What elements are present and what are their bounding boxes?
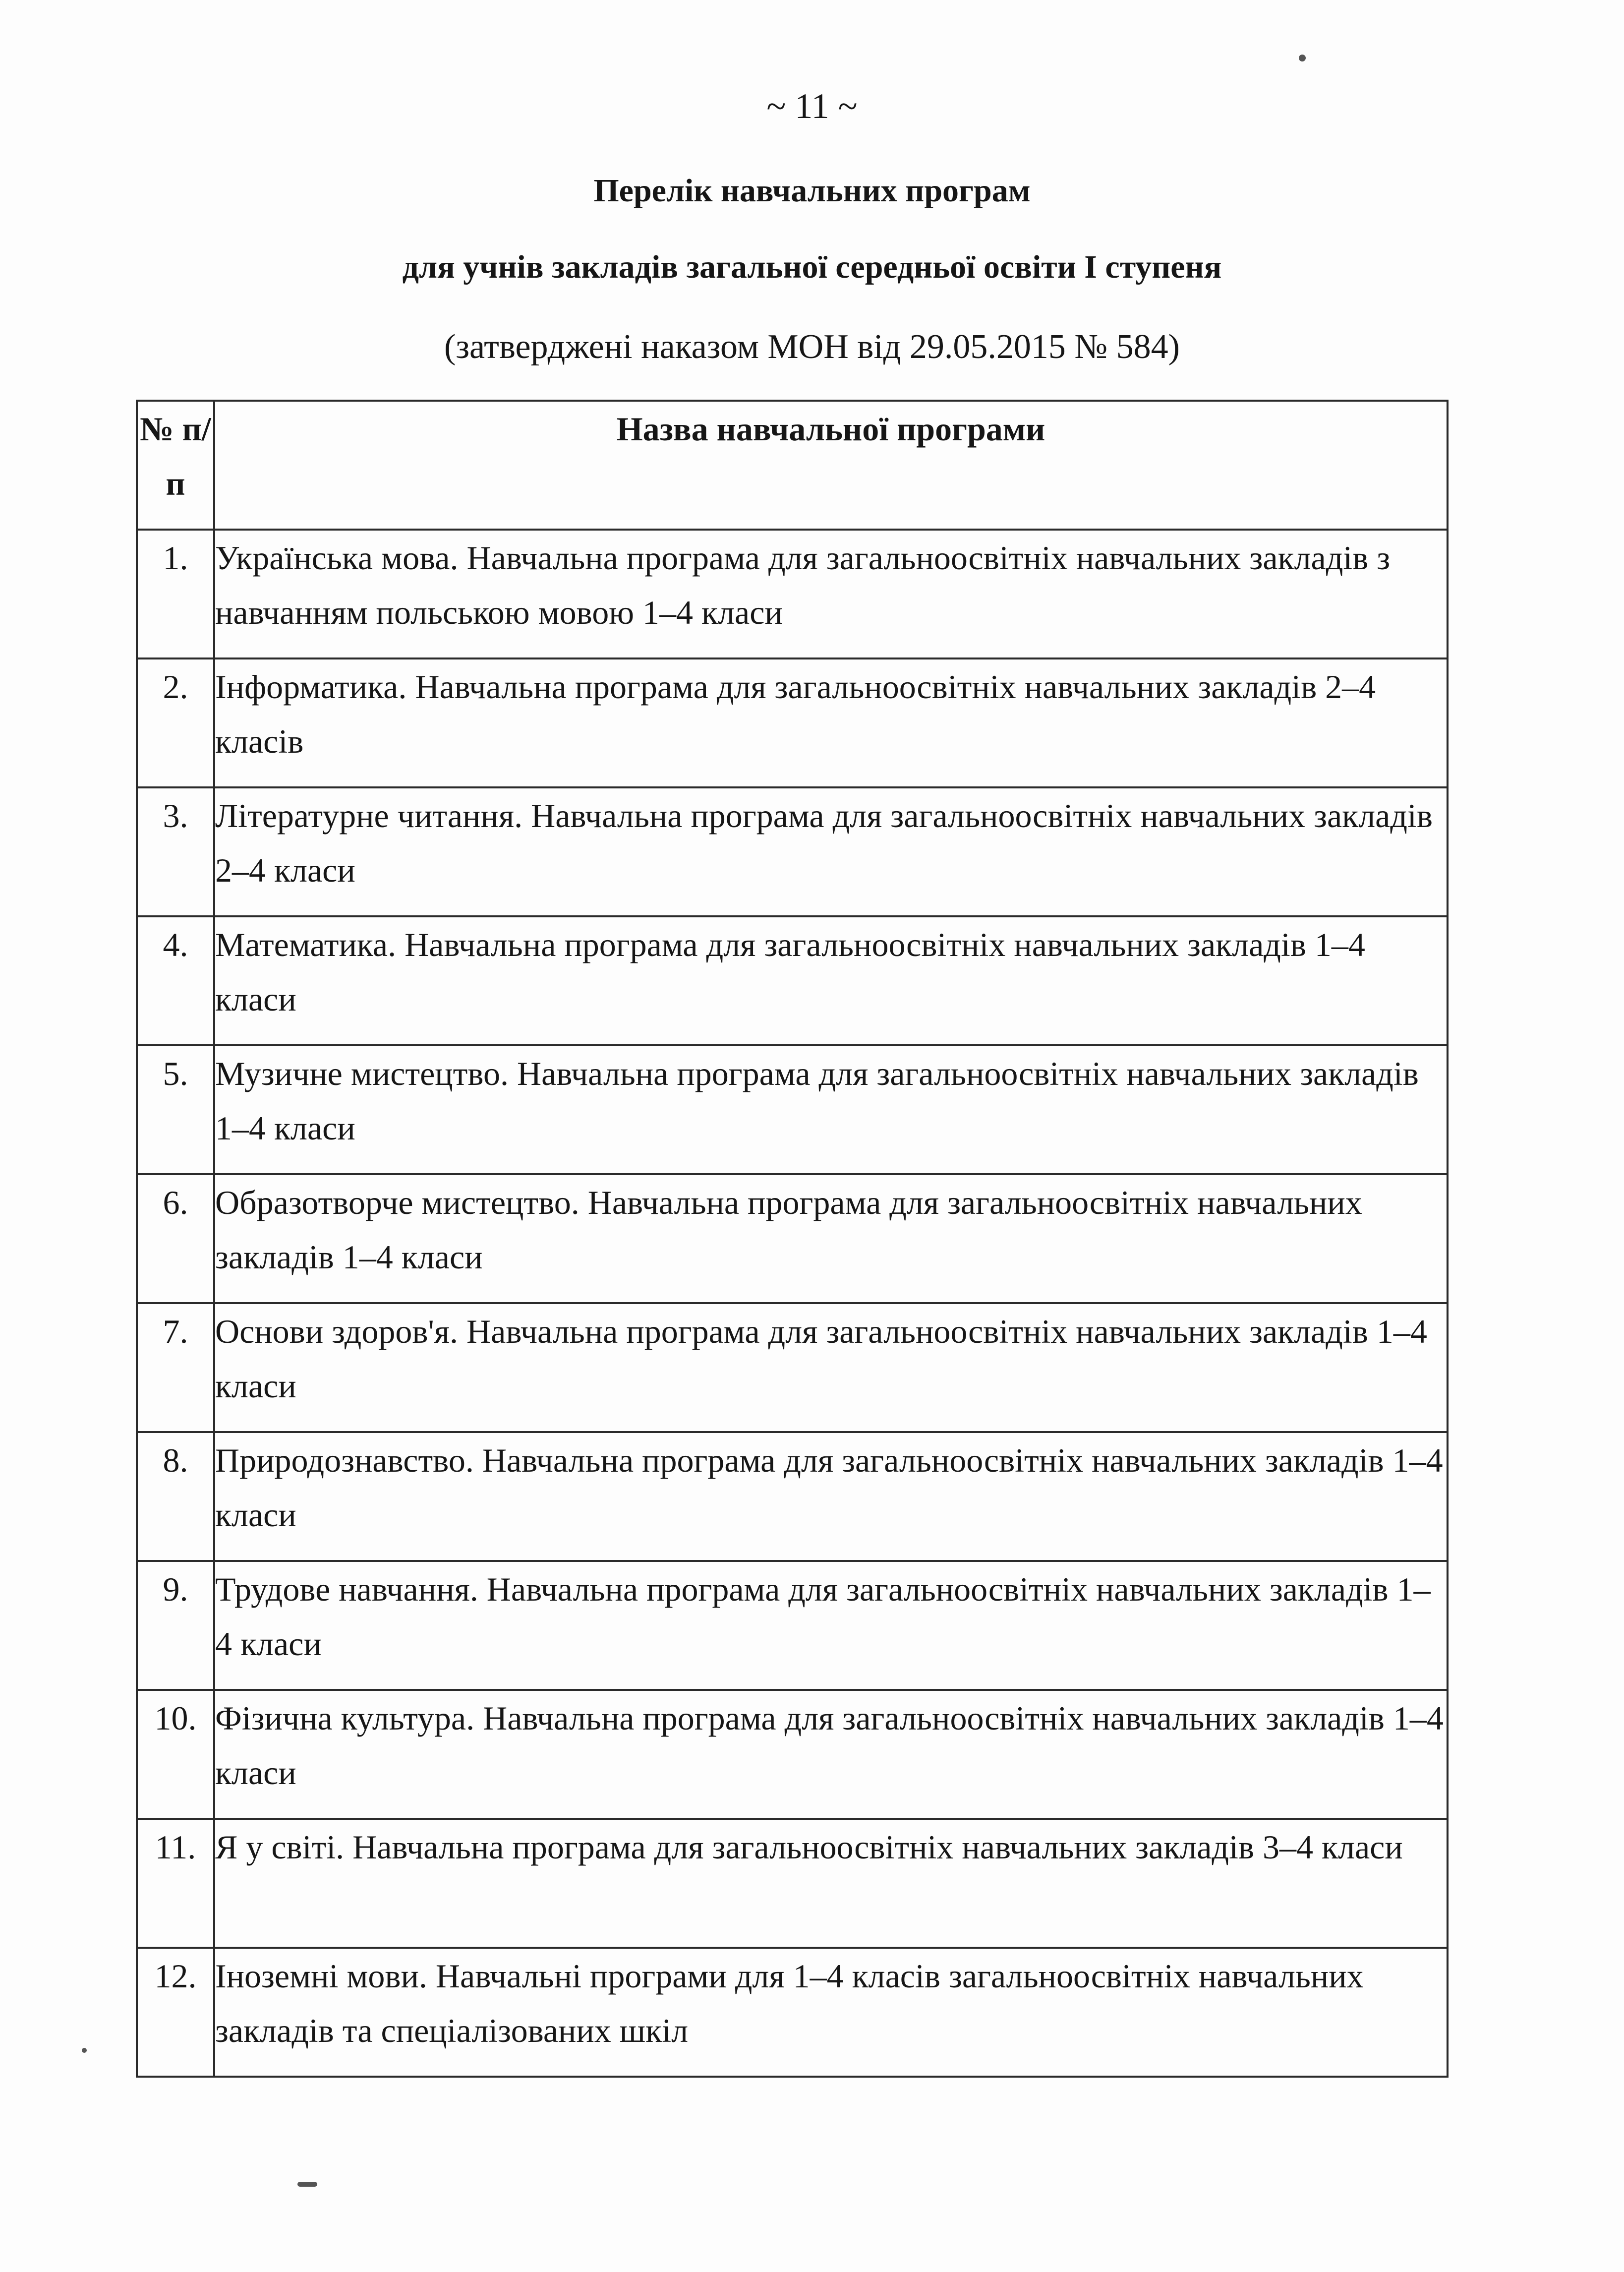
row-number: 2. (137, 658, 214, 787)
row-number: 5. (137, 1045, 214, 1174)
table-header-row (137, 401, 1448, 530)
row-number: 8. (137, 1432, 214, 1561)
row-program-name: Музичне мистецтво. Навчальна програма для загальноосвітніх навчальних закладів 1–4 класи (214, 1045, 1448, 1174)
document-title-line2: для учнів закладів загальної середньої освіти І ступеня (402, 249, 1222, 285)
table-row (137, 1690, 1448, 1819)
table-row (137, 916, 1448, 1045)
page-number: ~ 11 ~ (766, 86, 858, 126)
scan-speck (297, 2182, 317, 2187)
row-program-name: Українська мова. Навчальна програма для загальноосвітніх навчальних закладів з навчанням польською мовою 1–4 класи (214, 530, 1448, 658)
row-number: 9. (137, 1561, 214, 1690)
table-row (137, 530, 1448, 658)
row-program-name: Трудове навчання. Навчальна програма для загальноосвітніх навчальних закладів 1–4 класи (214, 1561, 1448, 1690)
row-number: 1. (137, 530, 214, 658)
row-number: 4. (137, 916, 214, 1045)
row-number: 7. (137, 1303, 214, 1432)
row-program-name: Літературне читання. Навчальна програма для загальноосвітніх навчальних закладів 2–4 класи (214, 787, 1448, 916)
row-program-name: Природознавство. Навчальна програма для загальноосвітніх навчальних закладів 1–4 класи (214, 1432, 1448, 1561)
row-program-name: Фізична культура. Навчальна програма для загальноосвітніх навчальних закладів 1–4 класи (214, 1690, 1448, 1819)
table-row (137, 1948, 1448, 2077)
document-subtitle: (затверджені наказом МОН від 29.05.2015 № 584) (444, 328, 1180, 366)
row-number: 6. (137, 1174, 214, 1303)
scan-speck (1299, 55, 1306, 61)
column-header-number: № п/п (137, 401, 214, 530)
row-program-name: Математика. Навчальна програма для загальноосвітніх навчальних закладів 1–4 класи (214, 916, 1448, 1045)
row-program-name: Основи здоров'я. Навчальна програма для загальноосвітніх навчальних закладів 1–4 класи (214, 1303, 1448, 1432)
table-row (137, 658, 1448, 787)
row-program-name: Образотворче мистецтво. Навчальна програма для загальноосвітніх навчальних закладів 1–4 класи (214, 1174, 1448, 1303)
row-program-name: Інформатика. Навчальна програма для загальноосвітніх навчальних закладів 2–4 класів (214, 658, 1448, 787)
table-row (137, 1045, 1448, 1174)
programs-table (136, 400, 1449, 2078)
row-program-name: Я у світі. Навчальна програма для загальноосвітніх навчальних закладів 3–4 класи (214, 1819, 1448, 1948)
row-program-name: Іноземні мови. Навчальні програми для 1–4 класів загальноосвітніх навчальних закладів та спеціалізованих шкіл (214, 1948, 1448, 2077)
table-row (137, 787, 1448, 916)
row-number: 10. (137, 1690, 214, 1819)
table-row (137, 1174, 1448, 1303)
row-number: 12. (137, 1948, 214, 2077)
table-row (137, 1303, 1448, 1432)
row-number: 11. (137, 1819, 214, 1948)
row-number: 3. (137, 787, 214, 916)
table-row (137, 1819, 1448, 1948)
table-row (137, 1432, 1448, 1561)
document-title-line1: Перелік навчальних програм (593, 173, 1031, 209)
table-row (137, 1561, 1448, 1690)
column-header-name: Назва навчальної програми (214, 401, 1448, 530)
scan-speck (82, 2048, 87, 2053)
